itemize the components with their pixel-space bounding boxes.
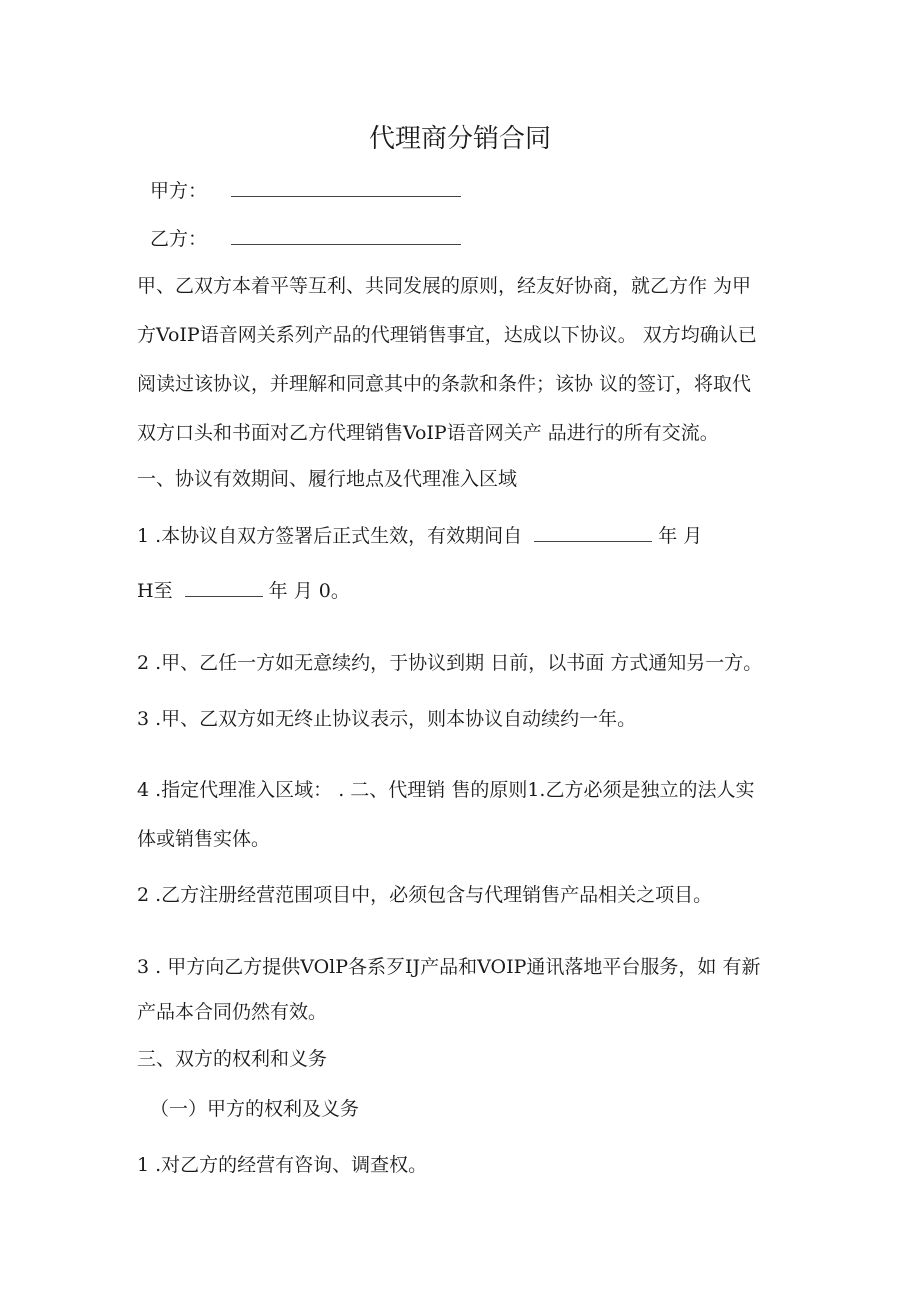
item-4-line-1: 4 .指定代理准入区域： . 二、代理销 售的原则1.乙方必须是独立的法人实 [137, 779, 755, 801]
end-date-blank [185, 578, 263, 597]
party-b-label: 乙方： [150, 228, 208, 250]
intro-line-1: 甲、乙双方本着平等互利、共同发展的原则，经友好协商，就乙方作 为甲 [137, 275, 752, 297]
section-3-heading: 三、双方的权利和义务 [137, 1048, 328, 1070]
section-2-item-3-line-1: 3 . 甲方向乙方提供VOlP各系歹IJ产品和VOIP通讯落地平台服务，如 有新 [137, 956, 761, 978]
party-b-line [150, 226, 461, 251]
item-1b-prefix: H至 [137, 580, 173, 602]
intro-line-4: 双方口头和书面对乙方代理销售VoIP语音网关产 品进行的所有交流。 [137, 422, 719, 444]
intro-line-3: 阅读过该协议，并理解和同意其中的条款和条件；该协 议的签订，将取代 [137, 373, 752, 395]
start-date-blank [534, 523, 652, 542]
item-1b-suffix: 年 月 0。 [268, 580, 350, 602]
section-1-heading: 一、协议有效期间、履行地点及代理准入区域 [137, 468, 518, 490]
item-1-suffix: 年 月 [658, 525, 703, 547]
section-2-item-2: 2 .乙方注册经营范围项目中，必须包含与代理销售产品相关之项目。 [137, 884, 713, 906]
intro-line-2: 方VoIP语音网关系列产品的代理销售事宜，达成以下协议。 双方均确认已 [137, 324, 757, 346]
item-3: 3 .甲、乙双方如无终止协议表示，则本协议自动续约一年。 [137, 708, 637, 730]
item-2: 2 .甲、乙任一方如无意续约，于协议到期 日前，以书面 方式通知另一方。 [137, 652, 763, 674]
party-a-line [150, 178, 461, 203]
item-1-line-1 [137, 523, 702, 548]
party-a-label: 甲方： [150, 180, 208, 202]
section-3-item-1: 1 .对乙方的经营有咨询、调查权。 [137, 1154, 428, 1176]
section-2-item-3-line-2: 产品本合同仍然有效。 [137, 1001, 328, 1023]
party-a-blank [231, 178, 461, 197]
item-4-line-2: 体或销售实体。 [137, 828, 271, 850]
sub-heading-party-a: （一）甲方的权利及义务 [150, 1098, 360, 1120]
item-1-prefix: 1 .本协议自双方签署后正式生效，有效期间自 [137, 525, 523, 547]
item-1-line-2 [137, 578, 350, 603]
party-b-blank [231, 226, 461, 245]
document-title: 代理商分销合同 [368, 124, 551, 154]
